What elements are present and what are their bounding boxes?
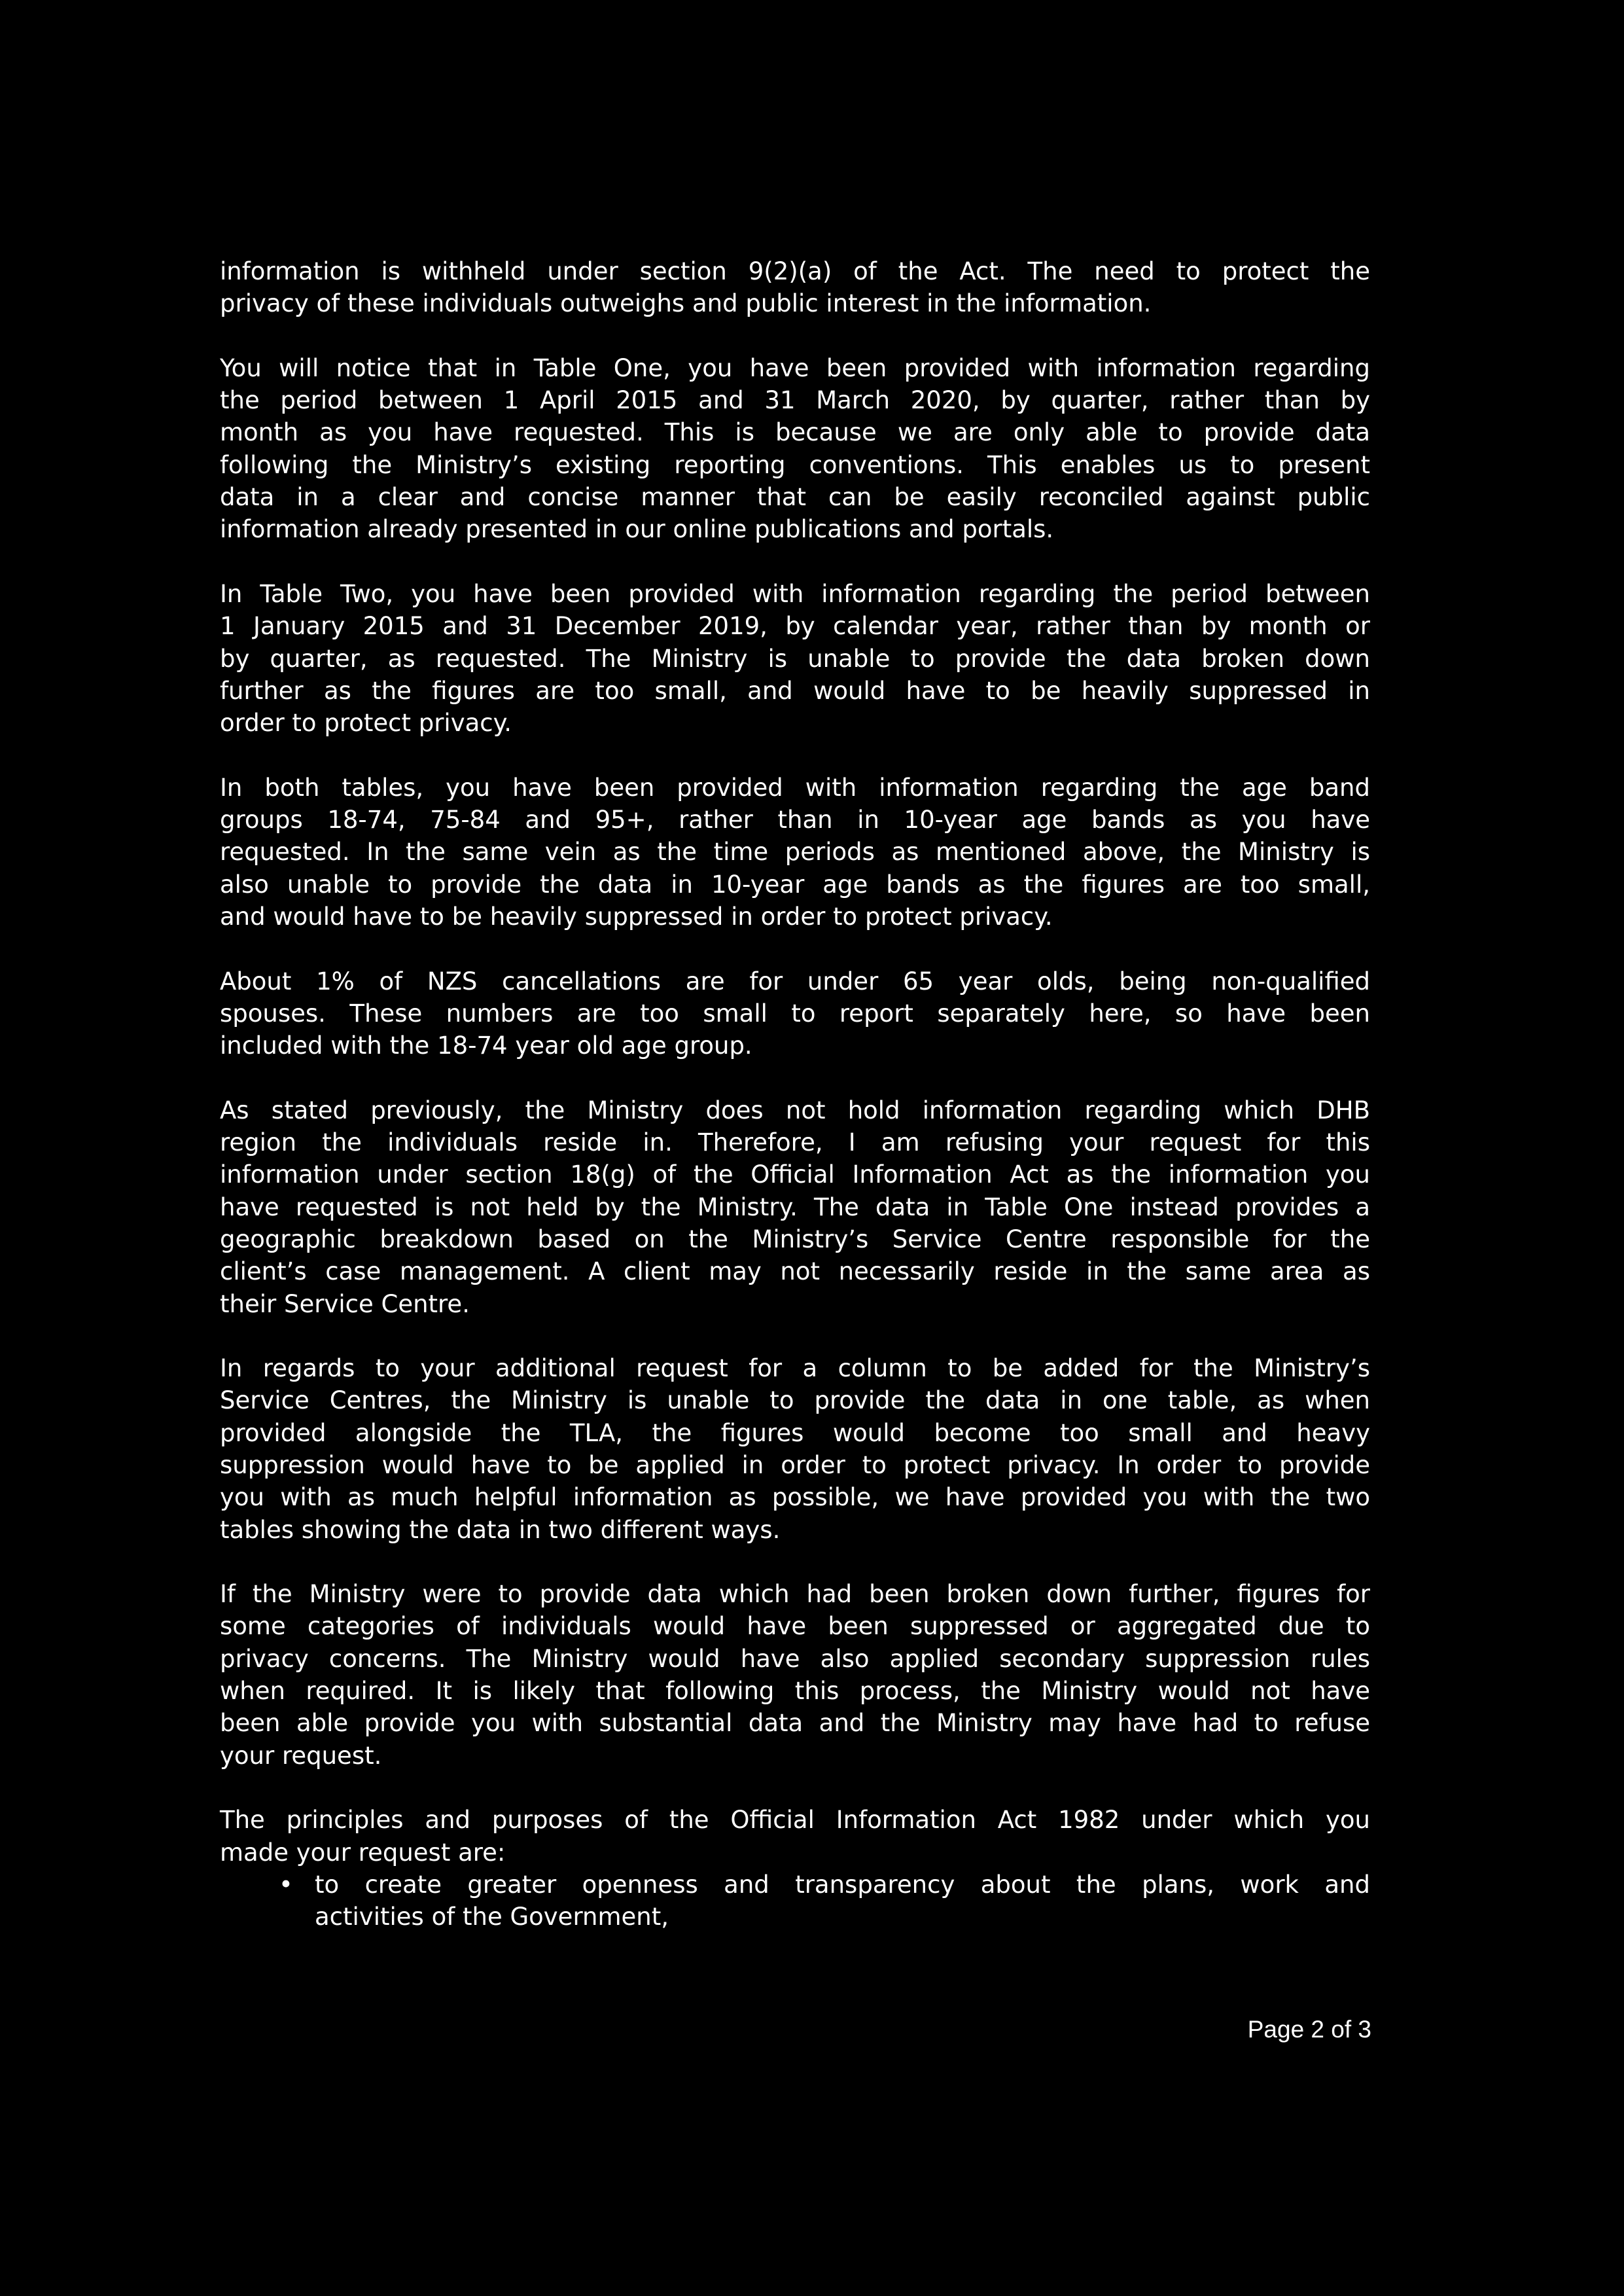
paragraph: [220, 1094, 1370, 1320]
text-line: order to protect privacy.: [220, 709, 512, 738]
text-line: As stated previously, the Ministry does not hold information regarding which DHB: [220, 1096, 1370, 1124]
text-line: made your request are:: [220, 1838, 506, 1867]
paragraph: [220, 1804, 1370, 1869]
text-line: have requested is not held by the Ministry. The data in Table One instead provides a: [220, 1193, 1370, 1221]
text-line: some categories of individuals would have been suppressed or aggregated due to: [220, 1612, 1370, 1641]
text-line: Service Centres, the Ministry is unable to provide the data in one table, as when: [220, 1386, 1370, 1415]
text-line: the period between 1 April 2015 and 31 March 2020, by quarter, rather than by: [220, 386, 1370, 415]
text-line: your request.: [220, 1741, 382, 1770]
text-line: region the individuals reside in. Therefore, I am refusing your request for this: [220, 1128, 1370, 1157]
paragraph: [220, 772, 1370, 933]
bullet-list: [220, 1869, 1370, 1933]
paragraph: [220, 965, 1370, 1062]
text-line: groups 18-74, 75-84 and 95+, rather than in 10-year age bands as you have: [220, 806, 1370, 834]
text-line: In Table Two, you have been provided with information regarding the period between: [220, 579, 1370, 608]
paragraph: [220, 578, 1370, 739]
text-line: included with the 18-74 year old age group.: [220, 1031, 752, 1060]
text-line: privacy of these individuals outweighs and public interest in the information.: [220, 289, 1152, 318]
text-line: following the Ministry’s existing reporting conventions. This enables us to present: [220, 450, 1370, 479]
text-line: client’s case management. A client may not necessarily reside in the same area as: [220, 1257, 1370, 1286]
text-line: spouses. These numbers are too small to report separately here, so have been: [220, 999, 1370, 1028]
text-line: tables showing the data in two different ways.: [220, 1515, 781, 1544]
text-line: activities of the Government,: [315, 1903, 669, 1931]
bullet-item: [220, 1869, 1370, 1933]
text-line: requested. In the same vein as the time periods as mentioned above, the Ministry is: [220, 838, 1370, 867]
text-line: suppression would have to be applied in order to protect privacy. In order to provide: [220, 1450, 1370, 1479]
text-line: About 1% of NZS cancellations are for under 65 year olds, being non-qualified: [220, 967, 1370, 996]
paragraph: [220, 352, 1370, 546]
text-line: privacy concerns. The Ministry would have also applied secondary suppression rules: [220, 1644, 1370, 1673]
text-line: You will notice that in Table One, you have been provided with information regarding: [220, 353, 1370, 382]
text-line: 1 January 2015 and 31 December 2019, by calendar year, rather than by month or: [220, 612, 1370, 641]
text-line: to create greater openness and transparency about the plans, work and: [315, 1870, 1370, 1899]
text-line: provided alongside the TLA, the figures would become too small and heavy: [220, 1418, 1370, 1447]
text-line: month as you have requested. This is because we are only able to provide data: [220, 418, 1370, 447]
text-line: In regards to your additional request for a column to be added for the Ministry’s: [220, 1354, 1370, 1383]
text-line: data in a clear and concise manner that can be easily reconciled against public: [220, 483, 1370, 512]
text-line: when required. It is likely that following this process, the Ministry would not have: [220, 1677, 1370, 1706]
bullet-icon: •: [279, 1870, 293, 1899]
text-line: The principles and purposes of the Official Information Act 1982 under which you: [220, 1806, 1370, 1835]
document-body: [220, 255, 1370, 1933]
text-line: information is withheld under section 9(2)(a) of the Act. The need to protect the: [220, 257, 1370, 285]
text-line: you with as much helpful information as possible, we have provided you with the two: [220, 1483, 1370, 1512]
paragraph: [220, 1578, 1370, 1772]
text-line: also unable to provide the data in 10-year age bands as the figures are too small,: [220, 870, 1370, 899]
text-line: geographic breakdown based on the Ministry’s Service Centre responsible for the: [220, 1225, 1370, 1253]
text-line: and would have to be heavily suppressed in order to protect privacy.: [220, 902, 1053, 931]
paragraph: [220, 255, 1370, 320]
text-line: information under section 18(g) of the Official Information Act as the information you: [220, 1160, 1370, 1189]
text-line: information already presented in our online publications and portals.: [220, 515, 1054, 544]
text-line: If the Ministry were to provide data which had been broken down further, figures for: [220, 1580, 1370, 1609]
text-line: further as the figures are too small, and would have to be heavily suppressed in: [220, 676, 1370, 705]
text-line: been able provide you with substantial data and the Ministry may have had to refuse: [220, 1709, 1370, 1738]
paragraph: [220, 1352, 1370, 1546]
page-number: Page 2 of 3: [1247, 2016, 1371, 2043]
text-line: by quarter, as requested. The Ministry is unable to provide the data broken down: [220, 644, 1370, 673]
text-line: their Service Centre.: [220, 1289, 470, 1318]
text-line: In both tables, you have been provided with information regarding the age band: [220, 773, 1370, 802]
